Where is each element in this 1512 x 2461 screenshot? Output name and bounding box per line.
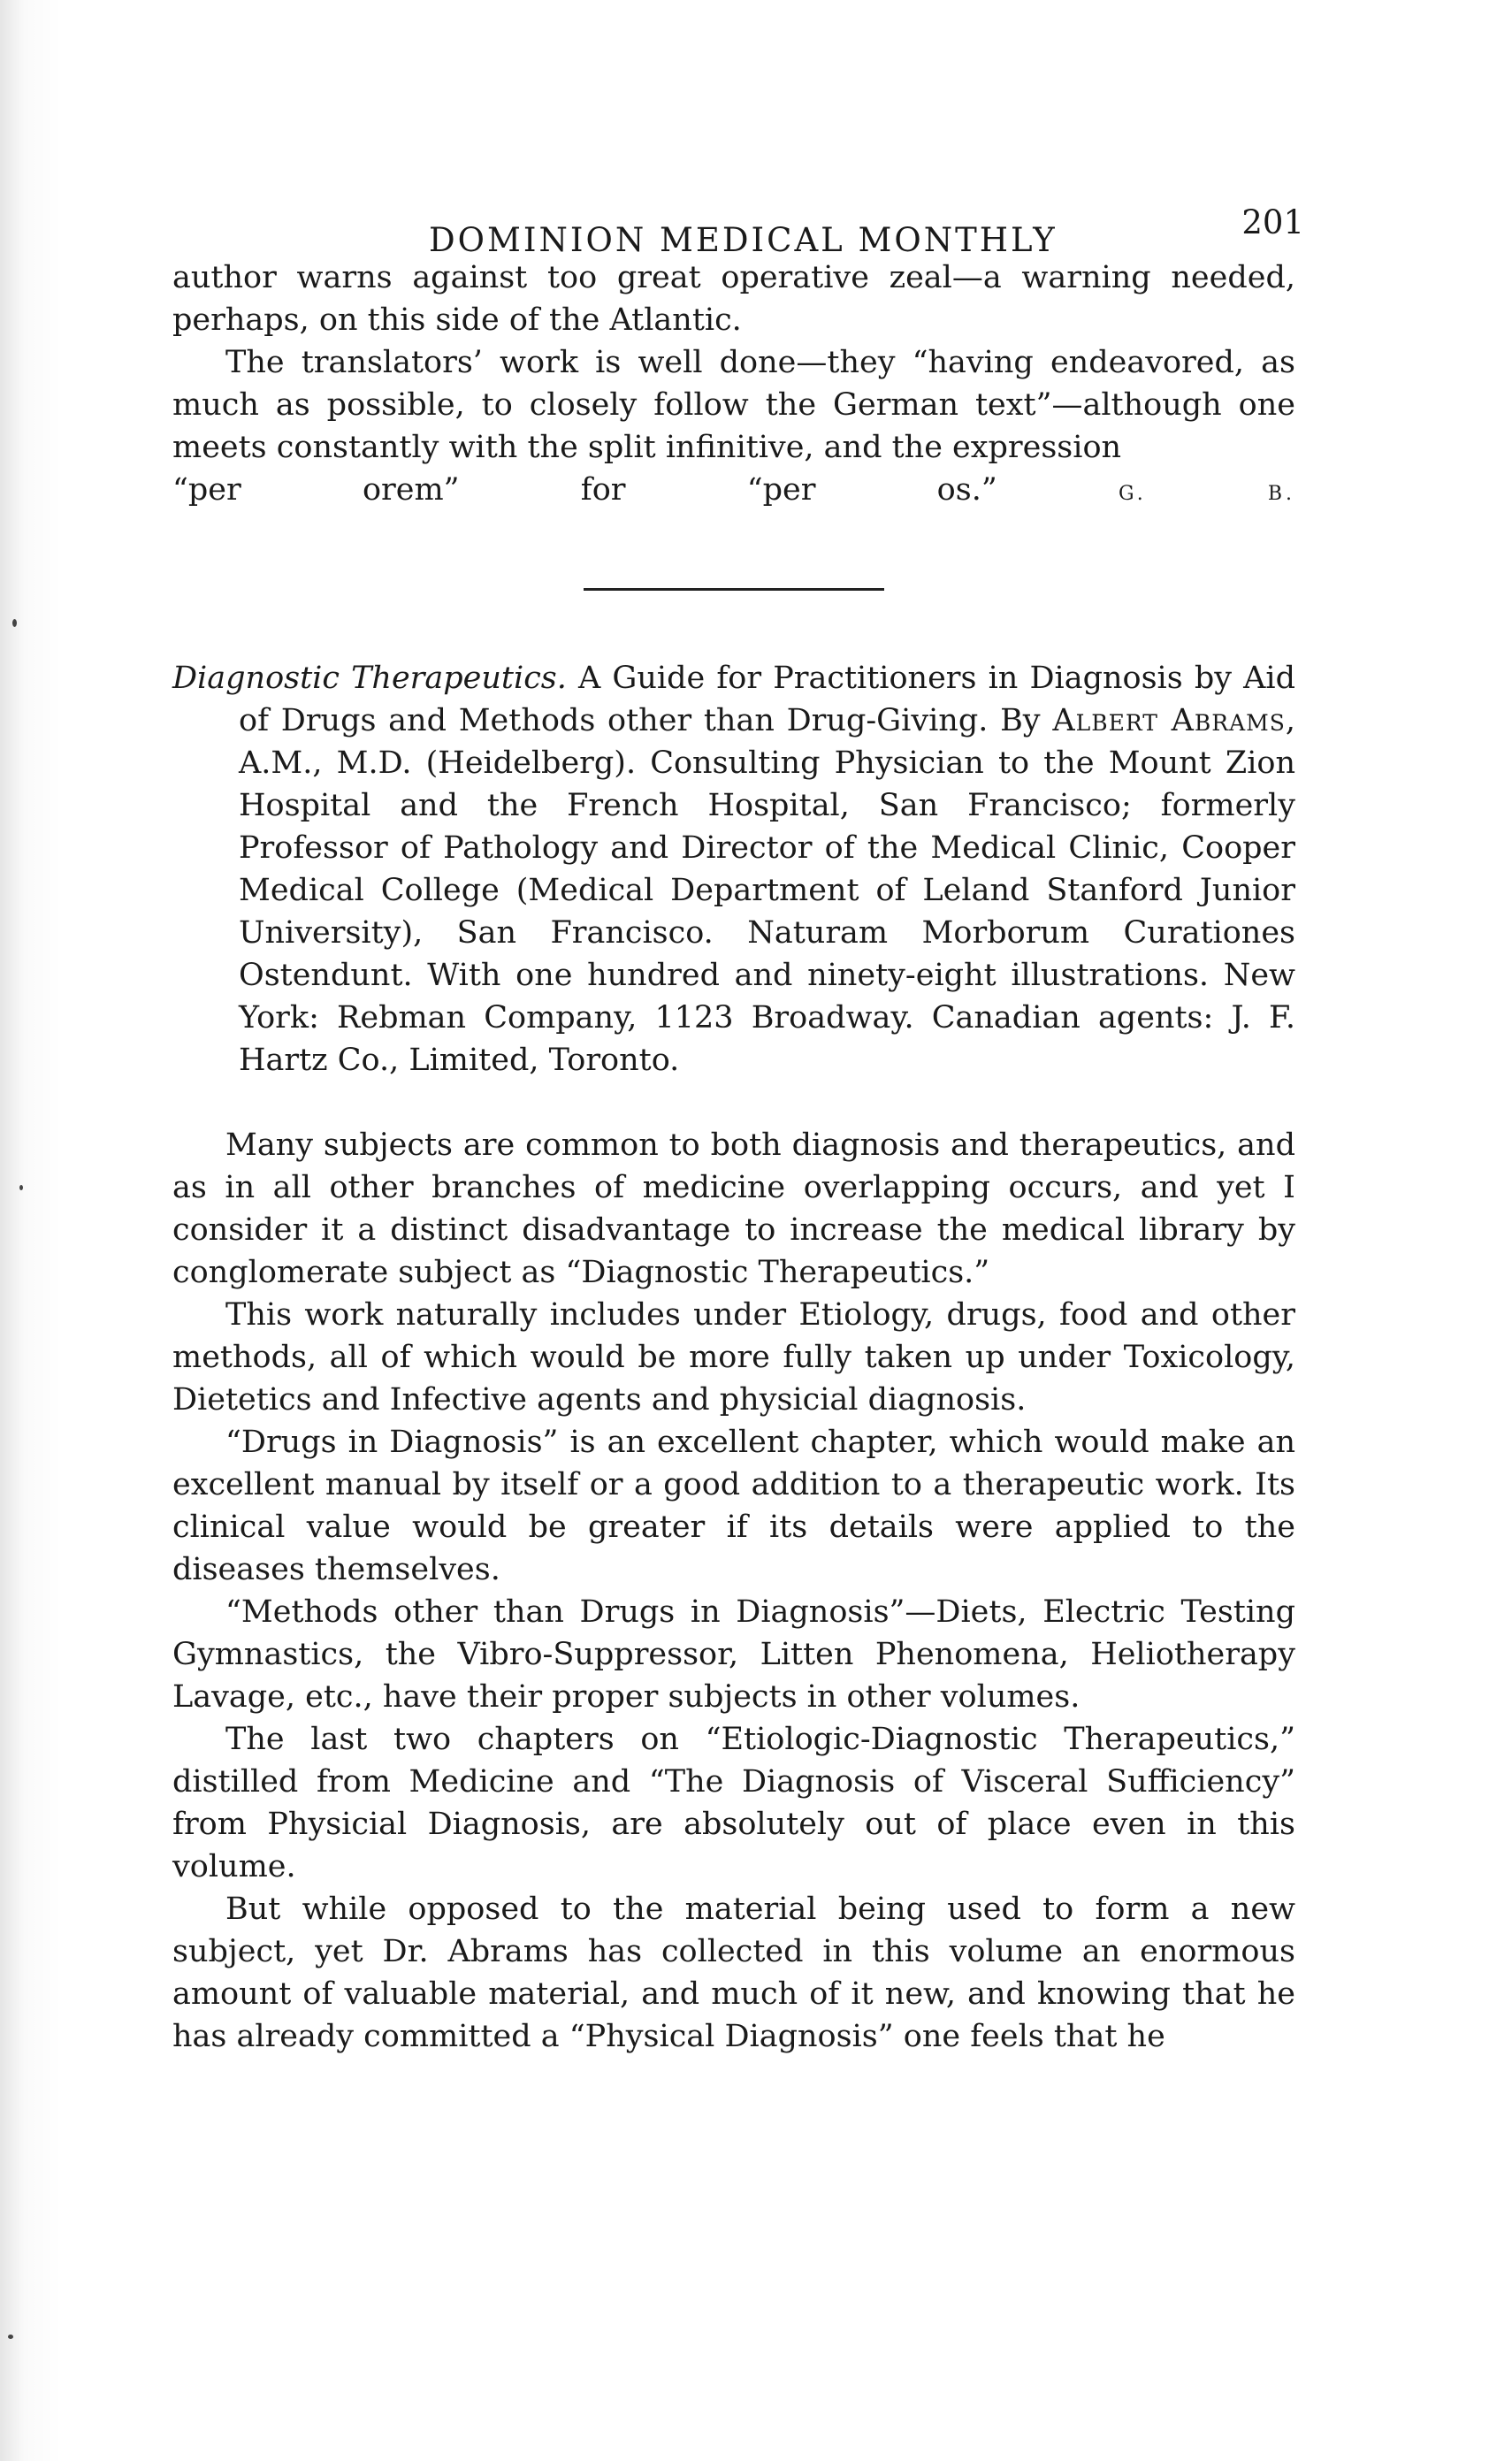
reviewer-signature: G. B. — [1118, 483, 1295, 505]
scanned-page-edge-shadow — [0, 0, 62, 2461]
scan-speck — [19, 1185, 23, 1190]
scan-speck — [12, 619, 17, 627]
review-paragraph: “Drugs in Diagnosis” is an excellent chapter, which would make an excellent manual by itself or a good addition to a therapeutic work. Its clinical value would be greater if its details were applied to the diseases themselves. — [172, 1425, 1295, 1587]
book-subtitle: A Guide for Practitioners in Diagnosis by Aid of Drugs and Methods other than Drug-Giving. By — [239, 661, 1295, 738]
previous-review-closing-line — [172, 469, 1295, 516]
review-paragraph: The last two chapters on “Etiologic-Diagnostic Therapeutics,” distilled from Medicine and “The Diagnosis of Visceral Sufficiency” from Physicial Diagnosis, are absolutely out of place even in this volume. — [172, 1722, 1295, 1884]
previous-review-closing-text: “per orem” for “per os.” — [172, 472, 997, 508]
journal-page — [172, 195, 1304, 2058]
scan-speck — [8, 2335, 13, 2339]
book-title: Diagnostic Therapeutics. — [172, 661, 567, 696]
page-number: 201 — [1241, 203, 1304, 241]
review-paragraph: “Methods other than Drugs in Diagnosis”—Diets, Electric Testing Gymnastics, the Vibro-Suppressor, Litten Phenomena, Heliotherapy Lavage, etc., have their proper subjects in other volumes. — [172, 1594, 1295, 1715]
journal-title: DOMINION MEDICAL MONTHLY — [429, 221, 1058, 259]
review-paragraph: Many subjects are common to both diagnosis and therapeutics, and as in all other branches of medicine overlapping occurs, and yet I consider it a distinct disadvantage to increase the medical library by conglomerate subject as “Diagnostic Therapeutics.” — [172, 1127, 1295, 1290]
review-body — [172, 1124, 1295, 2058]
section-divider — [584, 588, 884, 591]
book-author: Albert Abrams — [1052, 703, 1286, 738]
running-head — [172, 195, 1304, 259]
book-citation — [172, 657, 1295, 1081]
book-details: , A.M., M.D. (Heidelberg). Consulting Physician to the Mount Zion Hospital and the French Hospital, San Francisco; formerly Professor of Pathology and Director of the Medical Clinic, Cooper Medical College (Medical Department of Leland Stanford Junior University), San Francisco. Naturam Morborum Curationes Ostendunt. With one hundred and ninety-eight illustrations. New York: Rebman Company, 1123 Broadway. Canadian agents: J. F. Hartz Co., Limited, Toronto. — [239, 703, 1295, 1078]
review-paragraph: This work naturally includes under Etiology, drugs, food and other methods, all of which would be more fully taken up under Toxicology, Dietetics and Infective agents and physicial diagnosis. — [172, 1297, 1295, 1418]
previous-review-paragraph: author warns against too great operative zeal—a warning needed, perhaps, on this side of the Atlantic. — [172, 260, 1295, 338]
review-paragraph: But while opposed to the material being used to form a new subject, yet Dr. Abrams has collected in this volume an enormous amount of valuable material, and much of it new, and knowing that he has already committed a “Physical Diagnosis” one feels that he — [172, 1892, 1295, 2054]
previous-review-paragraph: The translators’ work is well done—they “having endeavored, as much as possible, to closely follow the German text”—although one meets constantly with the split infinitive, and the expression — [172, 345, 1295, 465]
